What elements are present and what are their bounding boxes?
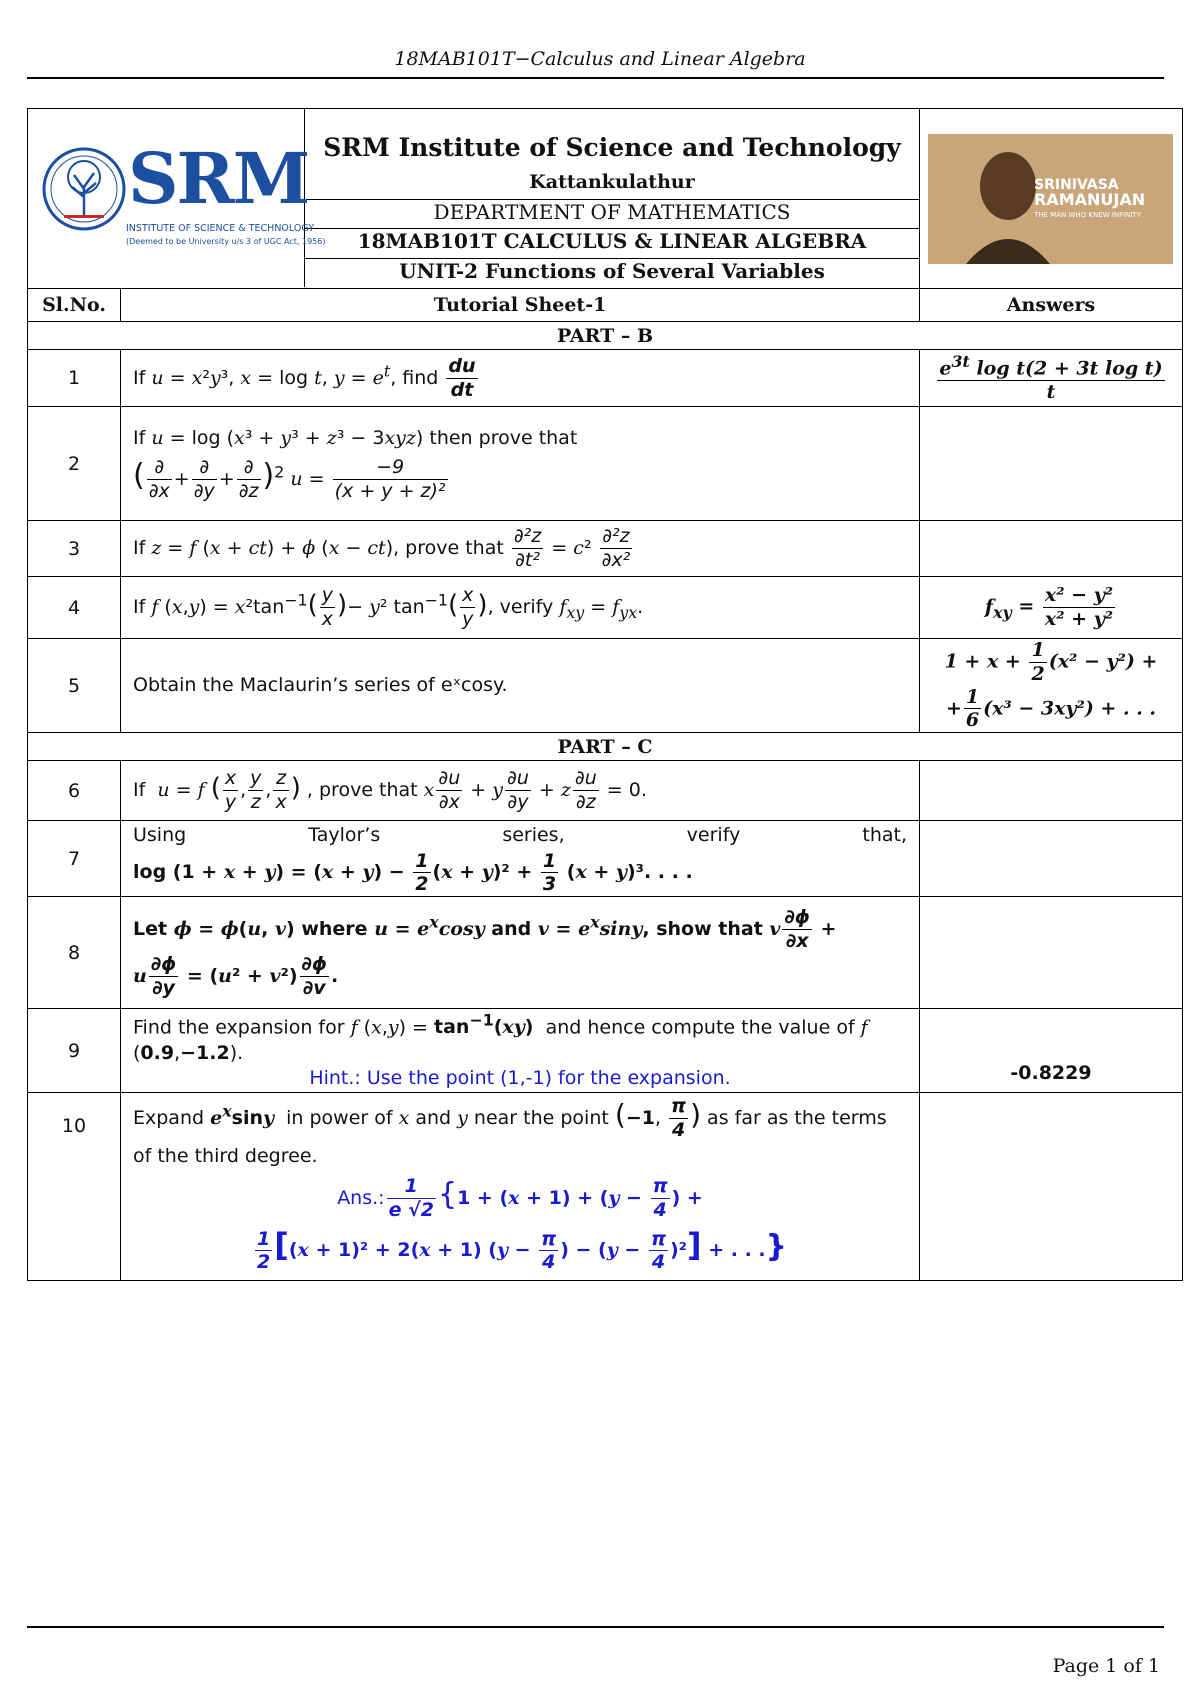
question-number: 10 — [28, 1093, 121, 1281]
question-text: Expand $e^x\sin y$ in power of x and y near the point (−1, $\frac{\pi}{4}$ ) as far as the terms of the third degree. Ans.: $\frac{1}{e √2}$ {1 + (x + 1) + (y − $\frac{\pi}{4}$ ) + $\frac{1}{2}$ [(x + 1)² + 2(x + 1) (y − $\frac{\pi}{4}$ ) − (y − $\frac{\pi}{4}$ )²] + . . .} — [121, 1093, 920, 1281]
table-row — [28, 521, 1183, 577]
question-number: 4 — [28, 577, 121, 639]
srm-logo-cell — [28, 109, 326, 287]
question-number: 9 — [28, 1009, 121, 1093]
answer-expansion-line-1: Ans.: $\frac{1}{e √2}$ {1 + (x + 1) + (y − $\frac{\pi}{4}$ ) + — [337, 1174, 703, 1221]
question-number: 5 — [28, 639, 121, 733]
part-b-heading: PART – B — [28, 322, 1183, 350]
answer — [920, 407, 1183, 521]
question-text: If z = f (x + ct) + ϕ (x − ct), prove that $\frac{\text{∂²z}}{\text{∂t²}}$ = c² $\frac{\text{∂²z}}{\text{∂x²}}$ — [121, 521, 920, 577]
institute-name: SRM Institute of Science and Technology — [323, 133, 901, 162]
table-row — [28, 761, 1183, 821]
hint-text: Hint.: Use the point (1,-1) for the expansion. — [309, 1067, 731, 1090]
running-header: 18MAB101T−Calculus and Linear Algebra — [394, 48, 806, 70]
photo-cell — [920, 109, 1183, 289]
question-text: Obtain the Maclaurin’s series of eˣcosy. — [121, 639, 920, 733]
question-number: 1 — [28, 350, 121, 407]
part-c-heading: PART – C — [28, 733, 1183, 761]
answer: 1 + x + $\frac{1}{2}$ (x² − y²) + + $\frac{1}{6}$ (x³ − 3xy²) + . . . — [920, 639, 1183, 733]
col-head-answers: Answers — [920, 289, 1183, 322]
question-number: 2 — [28, 407, 121, 521]
table-row — [28, 897, 1183, 1009]
table-row — [28, 821, 1183, 897]
srm-logo — [42, 127, 326, 277]
answer-expansion-line-2: $\frac{1}{2}$ [(x + 1)² + 2(x + 1) (y − $\frac{\pi}{4}$ ) − (y − $\frac{\pi}{4}$ )²] + . . .} — [256, 1226, 788, 1274]
answer: $\frac{e^{3t} \log t(2 + 3t \log t)}{t}$ — [920, 350, 1183, 407]
ramanujan-photo — [928, 134, 1173, 264]
header-rule — [27, 77, 1164, 79]
tutorial-table — [27, 108, 1183, 1281]
question-text: Let ϕ = ϕ(u, v) where $u = e^x\cos y$ and $v = e^x\sin y$, show that v $\frac{\partial\phi}{\partial x}$ + u $\frac{\partial\phi}{\partial y}$ = (u² + v²) $\frac{\partial\phi}{\partial v}$ . — [121, 897, 920, 1009]
table-row — [28, 639, 1183, 733]
question-number: 3 — [28, 521, 121, 577]
page-number: Page 1 of 1 — [1052, 1655, 1160, 1677]
question-text: If u = x²y³, x = log t, $y = e^t$, find $\frac{du}{dt}$ — [121, 350, 920, 407]
photo-caption: THE MAN WHO KNEW INFINITY — [1034, 210, 1142, 219]
campus-name: Kattankulathur — [305, 171, 919, 200]
table-row — [28, 577, 1183, 639]
course-name: 18MAB101T CALCULUS & LINEAR ALGEBRA — [305, 229, 919, 259]
answer — [920, 761, 1183, 821]
header-block — [28, 109, 920, 289]
question-number: 6 — [28, 761, 121, 821]
answer — [920, 521, 1183, 577]
unit-title: UNIT-2 Functions of Several Variables — [399, 259, 825, 283]
question-text: If u = log (x³ + y³ + z³ − 3xyz) then prove that ( $\frac{\partial}{\partial x}$ + $\frac{\partial}{\partial y}$ + $\frac{\partial}{\partial z}$ )$^2$ u = $\frac{-9}{\text{(x + y + z)²}}$ — [121, 407, 920, 521]
answer: -0.8229 — [920, 1009, 1183, 1093]
institute-header — [305, 109, 919, 288]
answer: $f_{xy}$ = $\frac{\text{x² − y²}}{\text{x² + y²}}$ — [920, 577, 1183, 639]
srm-logo-deemed: (Deemed to be University u/s 3 of UGC Act, 1956) — [126, 237, 326, 246]
col-head-sl: Sl.No. — [28, 289, 121, 322]
question-number: 8 — [28, 897, 121, 1009]
question-text: Using Taylor’s series, verify that, log (1 + x + y) = (x + y) − $\frac{1}{2}$ (x + y)² + $\frac{1}{3}$ (x + y)³. . . . — [121, 821, 920, 897]
table-row — [28, 350, 1183, 407]
answer — [920, 821, 1183, 897]
photo-title-2: RAMANUJAN — [1034, 190, 1146, 210]
question-text: If f $(x,y) = x^2\tan^{-1}$( $\frac{y}{x}$ )− y² $\tan^{-1}$( $\frac{x}{y}$ ), verify $f_{xy} = f_{yx}$. — [121, 577, 920, 639]
srm-logo-text: SRM — [128, 137, 309, 220]
answer — [920, 1093, 1183, 1281]
question-text: Find the expansion for f $(x,y) = \tan^{-1}(xy)$ and hence compute the value of f (0.9,−1.2). Hint.: Use the point (1,-1) for the expansion. — [121, 1009, 920, 1093]
photo-title-1: SRINIVASA — [1034, 176, 1119, 193]
question-number: 7 — [28, 821, 121, 897]
col-head-sheet: Tutorial Sheet-1 — [121, 289, 920, 322]
table-row — [28, 1093, 1183, 1281]
answer — [920, 897, 1183, 1009]
table-row — [28, 1009, 1183, 1093]
table-row — [28, 407, 1183, 521]
footer-rule — [27, 1626, 1164, 1628]
department-name: DEPARTMENT OF MATHEMATICS — [305, 200, 919, 229]
srm-logo-subtitle: INSTITUTE OF SCIENCE & TECHNOLOGY — [126, 223, 315, 234]
question-text: If u = f ( $\frac{x}{y}$ , $\frac{y}{z}$ , $\frac{z}{x}$ ) , prove that x $\frac{\partial u}{\partial x}$ + y $\frac{\partial u}{\partial y}$ + z $\frac{\partial u}{\partial z}$ = 0. — [121, 761, 920, 821]
